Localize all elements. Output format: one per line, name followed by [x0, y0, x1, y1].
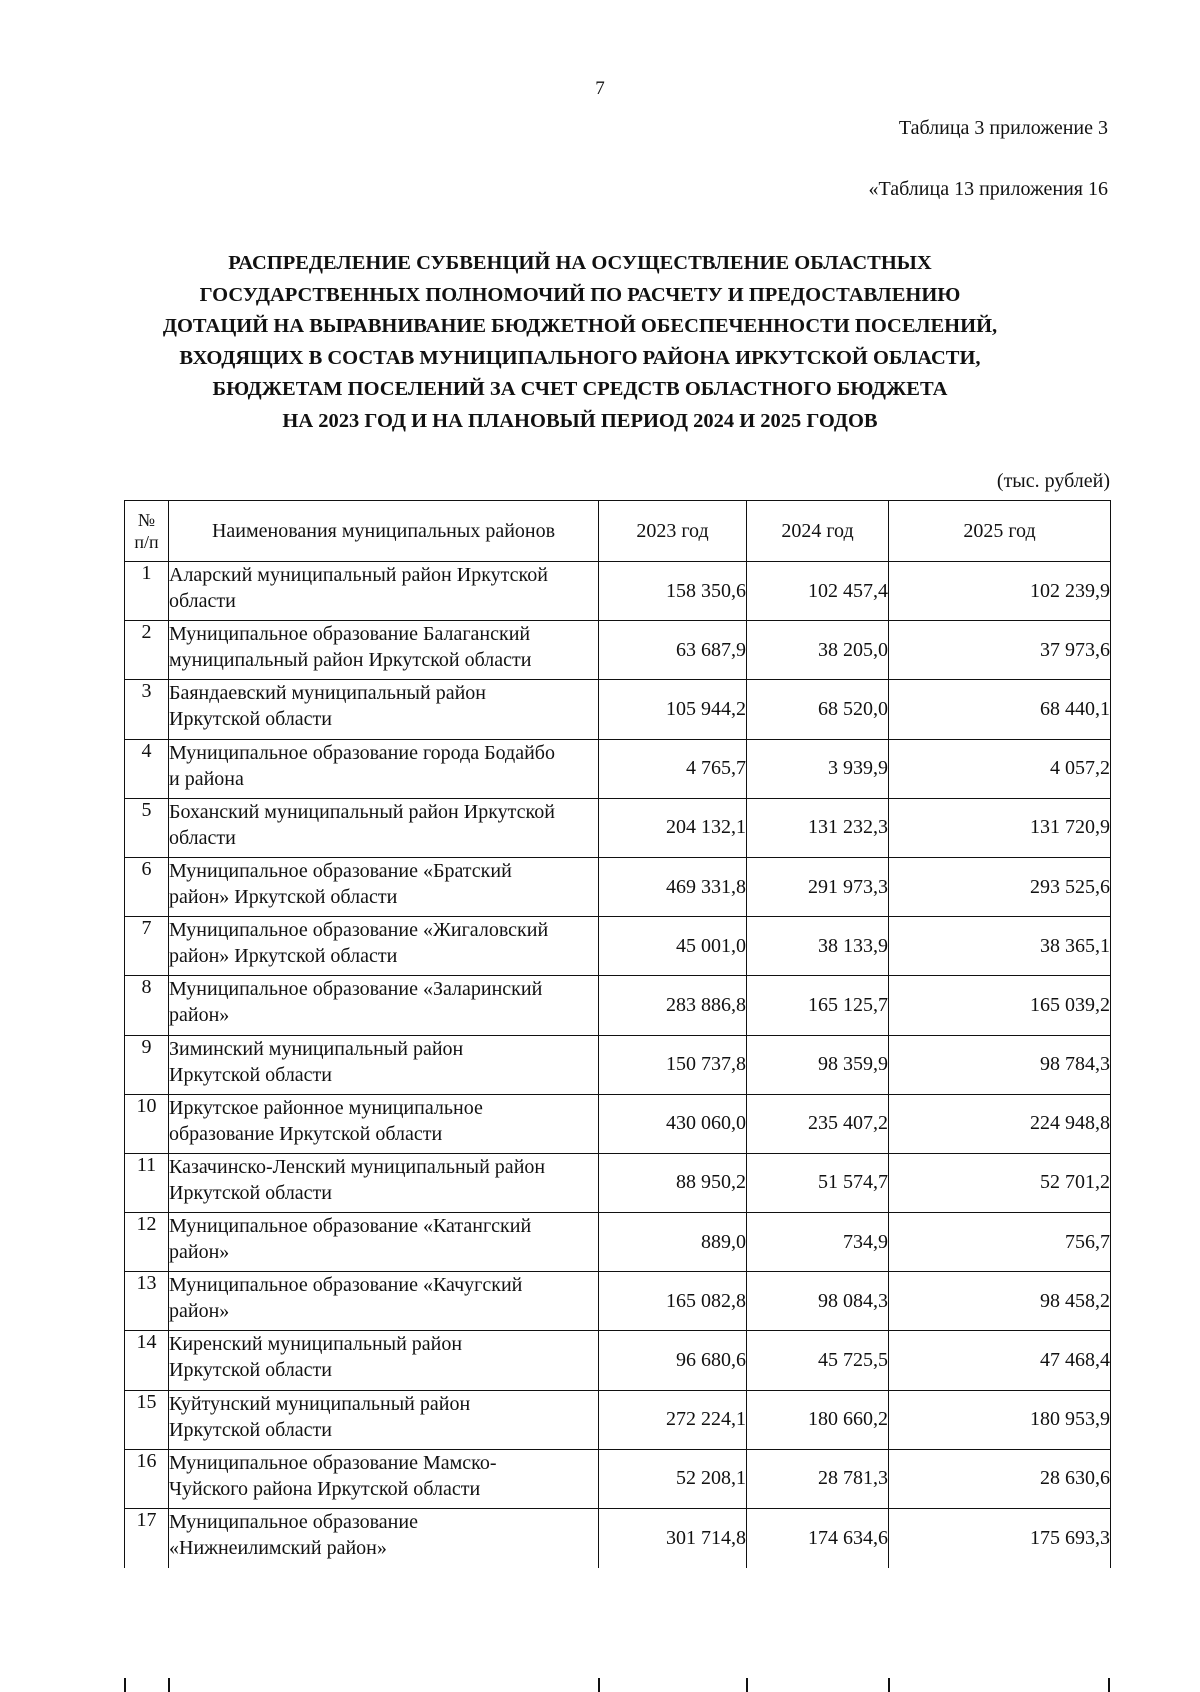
row-number: 6 — [125, 857, 169, 916]
district-name-line: образование Иркутской области — [169, 1122, 443, 1145]
value-2023: 158 350,6 — [599, 562, 747, 621]
district-name-line: Муниципальное образование Балаганский — [169, 623, 531, 646]
value-2023: 283 886,8 — [599, 976, 747, 1035]
value-2023: 52 208,1 — [599, 1449, 747, 1508]
table-row — [125, 621, 1111, 680]
value-2025: 38 365,1 — [889, 917, 1111, 976]
value-2024: 165 125,7 — [747, 976, 889, 1035]
value-2023: 4 765,7 — [599, 739, 747, 798]
district-name — [169, 1449, 599, 1508]
row-number: 16 — [125, 1449, 169, 1508]
table-reference: Таблица 3 приложение 3 — [898, 117, 1108, 139]
district-name — [169, 1390, 599, 1449]
header-number — [125, 501, 169, 562]
row-number: 9 — [125, 1035, 169, 1094]
header-2025: 2025 год — [889, 501, 1111, 562]
row-number: 7 — [125, 917, 169, 976]
value-2023: 165 082,8 — [599, 1272, 747, 1331]
page-number: 7 — [595, 78, 605, 99]
table-row — [125, 1509, 1111, 1568]
district-name-line: Иркутской области — [169, 1359, 332, 1382]
value-2024: 68 520,0 — [747, 680, 889, 739]
value-2025: 28 630,6 — [889, 1449, 1111, 1508]
row-number: 10 — [125, 1094, 169, 1153]
value-2024: 291 973,3 — [747, 857, 889, 916]
value-2024: 174 634,6 — [747, 1509, 889, 1568]
district-name-line: Казачинско-Ленский муниципальный район — [169, 1155, 546, 1178]
district-name — [169, 1094, 599, 1153]
district-name-line: район» — [169, 1241, 230, 1264]
district-name-line: Муниципальное образование «Братский — [169, 859, 512, 882]
value-2024: 102 457,4 — [747, 562, 889, 621]
district-name-line: район» — [169, 1300, 230, 1323]
value-2023: 63 687,9 — [599, 621, 747, 680]
district-name-line: Иркутской области — [169, 1063, 332, 1086]
district-name-line: муниципальный район Иркутской области — [169, 649, 532, 672]
district-name-line: Муниципальное образование «Качугский — [169, 1274, 523, 1297]
district-name-line: Киренский муниципальный район — [169, 1333, 463, 1356]
district-name — [169, 1331, 599, 1390]
row-number: 15 — [125, 1390, 169, 1449]
value-2024: 28 781,3 — [747, 1449, 889, 1508]
document-title — [80, 248, 1080, 437]
table-row — [125, 680, 1111, 739]
title-line: ДОТАЦИЙ НА ВЫРАВНИВАНИЕ БЮДЖЕТНОЙ ОБЕСПЕЧЕННОСТИ ПОСЕЛЕНИЙ, — [162, 315, 998, 337]
table-row — [125, 976, 1111, 1035]
district-name-line: Боханский муниципальный район Иркутской — [169, 800, 555, 823]
district-name — [169, 798, 599, 857]
district-name — [169, 739, 599, 798]
district-name — [169, 621, 599, 680]
header-name: Наименования муниципальных районов — [169, 501, 599, 562]
district-name-line: Баяндаевский муниципальный район — [169, 682, 486, 705]
table-row — [125, 1390, 1111, 1449]
value-2025: 4 057,2 — [889, 739, 1111, 798]
header-2024: 2024 год — [747, 501, 889, 562]
title-line: ГОСУДАРСТВЕННЫХ ПОЛНОМОЧИЙ ПО РАСЧЕТУ И ПРЕДОСТАВЛЕНИЮ — [199, 283, 961, 306]
value-2025: 98 458,2 — [889, 1272, 1111, 1331]
district-name-line: Муниципальное образование «Катангский — [169, 1215, 532, 1238]
district-name-line: Чуйского района Иркутской области — [169, 1477, 481, 1500]
row-number: 17 — [125, 1509, 169, 1568]
district-name — [169, 562, 599, 621]
value-2023: 469 331,8 — [599, 857, 747, 916]
value-2025: 102 239,9 — [889, 562, 1111, 621]
district-name-line: Аларский муниципальный район Иркутской — [169, 564, 548, 586]
district-name-line: «Нижнеилимский район» — [169, 1537, 387, 1559]
district-name-line: Муниципальное образование Мамско- — [169, 1451, 497, 1474]
district-name-line: и района — [169, 767, 244, 790]
district-name — [169, 1035, 599, 1094]
row-number: 14 — [125, 1331, 169, 1390]
row-number: 3 — [125, 680, 169, 739]
value-2024: 3 939,9 — [747, 739, 889, 798]
district-name-line: Муниципальное образование «Жигаловский — [169, 919, 549, 942]
table-row — [125, 739, 1111, 798]
district-name — [169, 680, 599, 739]
table-row — [125, 1213, 1111, 1272]
table-continuation — [124, 1678, 1110, 1692]
value-2025: 37 973,6 — [889, 621, 1111, 680]
value-2023: 889,0 — [599, 1213, 747, 1272]
table-row — [125, 1153, 1111, 1212]
district-name-line: Иркутское районное муниципальное — [169, 1096, 483, 1119]
table-row — [125, 1094, 1111, 1153]
district-name-line: области — [169, 590, 236, 612]
value-2025: 98 784,3 — [889, 1035, 1111, 1094]
district-name-line: район» Иркутской области — [169, 885, 398, 908]
value-2024: 180 660,2 — [747, 1390, 889, 1449]
table-row — [125, 562, 1111, 621]
value-2024: 38 205,0 — [747, 621, 889, 680]
row-number: 2 — [125, 621, 169, 680]
header-2023: 2023 год — [599, 501, 747, 562]
table-row — [125, 798, 1111, 857]
header-number-symbol: № — [137, 510, 156, 530]
table-row — [125, 1331, 1111, 1390]
table-row — [125, 917, 1111, 976]
value-2025: 180 953,9 — [889, 1390, 1111, 1449]
value-2023: 204 132,1 — [599, 798, 747, 857]
value-2025: 52 701,2 — [889, 1153, 1111, 1212]
district-name — [169, 857, 599, 916]
value-2025: 68 440,1 — [889, 680, 1111, 739]
title-line: ВХОДЯЩИХ В СОСТАВ МУНИЦИПАЛЬНОГО РАЙОНА ИРКУТСКОЙ ОБЛАСТИ, — [179, 346, 981, 369]
value-2024: 45 725,5 — [747, 1331, 889, 1390]
district-name-line: Куйтунский муниципальный район — [169, 1392, 471, 1415]
value-2025: 175 693,3 — [889, 1509, 1111, 1568]
district-name-line: Иркутской области — [169, 1181, 332, 1204]
title-line: БЮДЖЕТАМ ПОСЕЛЕНИЙ ЗА СЧЕТ СРЕДСТВ ОБЛАСТНОГО БЮДЖЕТА — [212, 378, 948, 400]
value-2024: 131 232,3 — [747, 798, 889, 857]
district-name — [169, 1213, 599, 1272]
row-number: 13 — [125, 1272, 169, 1331]
value-2023: 88 950,2 — [599, 1153, 747, 1212]
row-number: 12 — [125, 1213, 169, 1272]
value-2025: 293 525,6 — [889, 857, 1111, 916]
table-row — [125, 1272, 1111, 1331]
district-name — [169, 976, 599, 1035]
value-2025: 224 948,8 — [889, 1094, 1111, 1153]
district-name-line: области — [169, 826, 236, 849]
value-2025: 756,7 — [889, 1213, 1111, 1272]
district-name-line: Иркутской области — [169, 708, 332, 731]
value-2025: 131 720,9 — [889, 798, 1111, 857]
value-2023: 272 224,1 — [599, 1390, 747, 1449]
subsidies-table — [124, 500, 1111, 1568]
value-2023: 45 001,0 — [599, 917, 747, 976]
value-2023: 430 060,0 — [599, 1094, 747, 1153]
value-2024: 38 133,9 — [747, 917, 889, 976]
district-name-line: Муниципальное образование города Бодайбо — [169, 741, 555, 764]
table-row — [125, 1449, 1111, 1508]
district-name-line: Муниципальное образование — [169, 1511, 418, 1533]
row-number: 8 — [125, 976, 169, 1035]
table-row — [125, 1035, 1111, 1094]
district-name-line: район» Иркутской области — [169, 945, 398, 968]
value-2023: 301 714,8 — [599, 1509, 747, 1568]
title-line: РАСПРЕДЕЛЕНИЕ СУБВЕНЦИЙ НА ОСУЩЕСТВЛЕНИЕ ОБЛАСТНЫХ — [228, 252, 932, 274]
district-name-line: Иркутской области — [169, 1418, 332, 1441]
value-2025: 47 468,4 — [889, 1331, 1111, 1390]
district-name — [169, 1509, 599, 1568]
value-2024: 98 084,3 — [747, 1272, 889, 1331]
district-name — [169, 917, 599, 976]
district-name — [169, 1153, 599, 1212]
district-name-line: Муниципальное образование «Заларинский — [169, 978, 543, 1001]
appendix-reference: «Таблица 13 приложения 16 — [868, 178, 1108, 200]
header-number-abbr: п/п — [134, 532, 159, 552]
value-2024: 51 574,7 — [747, 1153, 889, 1212]
units-label: (тыс. рублей) — [996, 470, 1110, 492]
value-2023: 96 680,6 — [599, 1331, 747, 1390]
value-2025: 165 039,2 — [889, 976, 1111, 1035]
table-row — [125, 857, 1111, 916]
title-line: НА 2023 ГОД И НА ПЛАНОВЫЙ ПЕРИОД 2024 И 2025 ГОДОВ — [282, 409, 878, 432]
row-number: 1 — [125, 562, 169, 621]
table-header-row — [125, 501, 1111, 562]
district-name — [169, 1272, 599, 1331]
value-2024: 235 407,2 — [747, 1094, 889, 1153]
row-number: 4 — [125, 739, 169, 798]
district-name-line: район» — [169, 1004, 230, 1027]
value-2023: 150 737,8 — [599, 1035, 747, 1094]
value-2023: 105 944,2 — [599, 680, 747, 739]
value-2024: 734,9 — [747, 1213, 889, 1272]
row-number: 5 — [125, 798, 169, 857]
row-number: 11 — [125, 1153, 169, 1212]
district-name-line: Зиминский муниципальный район — [169, 1037, 464, 1060]
value-2024: 98 359,9 — [747, 1035, 889, 1094]
